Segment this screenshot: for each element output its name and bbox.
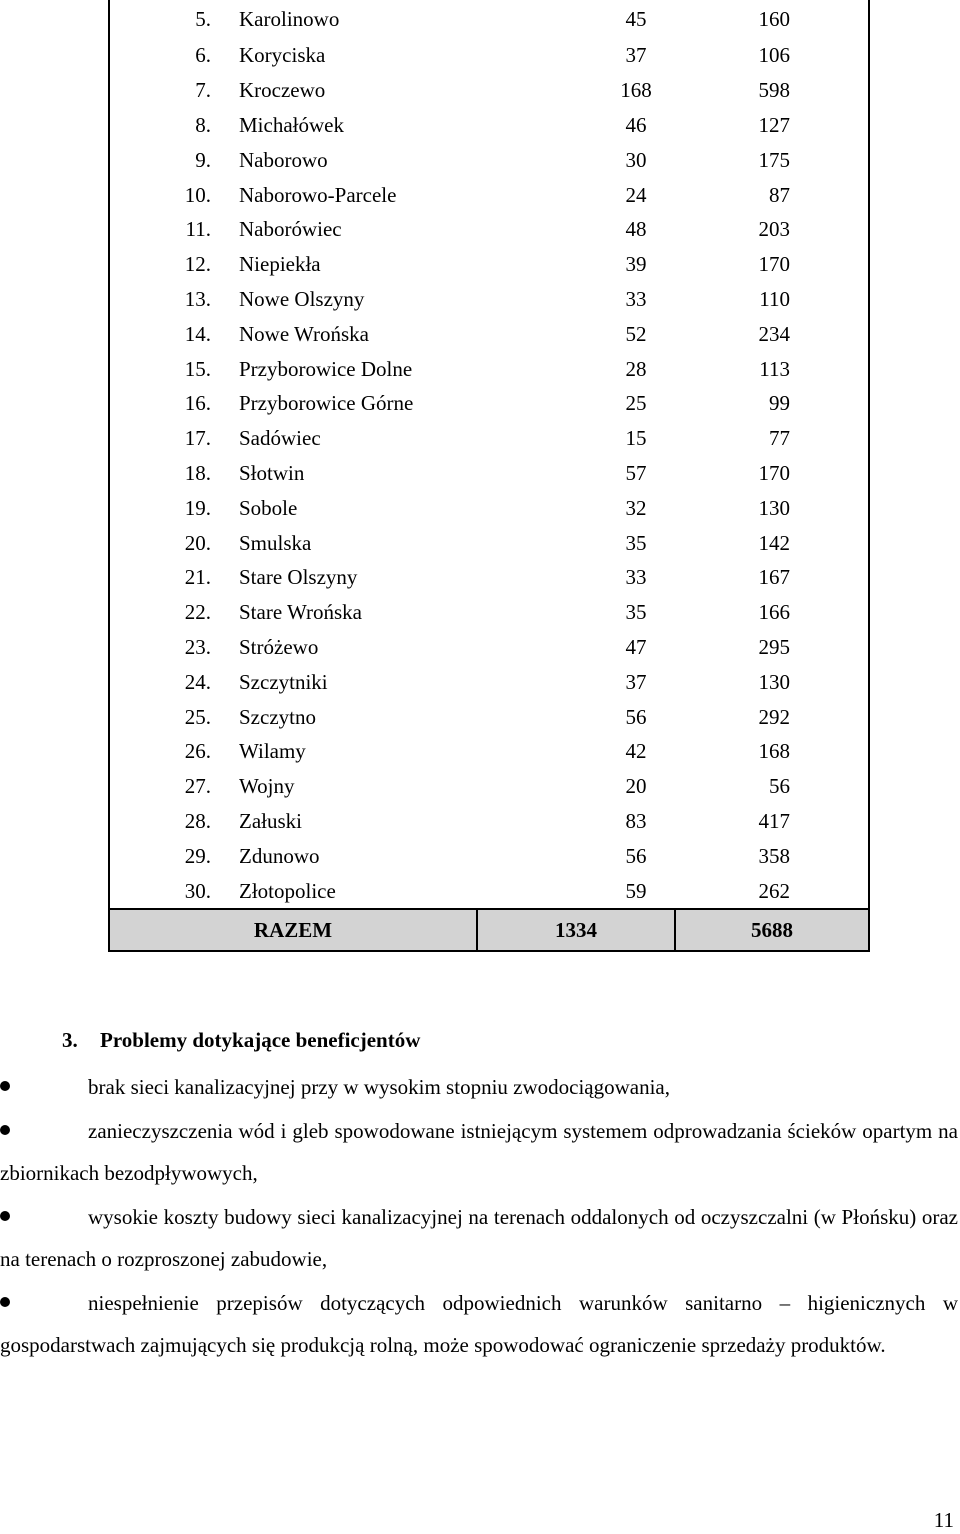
value-a: 30	[625, 147, 647, 172]
problem-lead: brak	[88, 1075, 126, 1099]
village-name: Karolinowo	[239, 7, 340, 31]
value-b: 142	[675, 525, 869, 560]
row-number: 21.	[109, 560, 231, 595]
problem-text: koszty budowy sieci kanalizacyjnej na terenach oddalonych od oczyszczalni (w Płońsku) oraz na terenach o rozproszonej zabudowie,	[0, 1205, 959, 1271]
total-row	[109, 909, 869, 951]
table-row	[109, 456, 869, 491]
village-name: Przyborowice Górne	[239, 391, 414, 416]
row-number: 5.	[109, 0, 231, 38]
villages-table	[108, 0, 870, 952]
row-number: 25.	[109, 699, 231, 734]
village-name: Nowe Olszyny	[239, 286, 365, 311]
value-a: 33	[625, 565, 647, 590]
value-a: 39	[625, 252, 647, 277]
value-b: 113	[675, 351, 869, 386]
row-number: 29.	[109, 838, 231, 873]
row-number: 11.	[109, 212, 231, 247]
village-name: Słotwin	[239, 460, 305, 485]
table-row	[109, 247, 869, 282]
table-row	[109, 142, 869, 177]
value-a: 37	[625, 669, 647, 694]
village-name: Naborowo	[239, 147, 328, 172]
value-b: 130	[675, 664, 869, 699]
value-a: 28	[625, 356, 647, 381]
value-b: 292	[675, 699, 869, 734]
problem-text: przepisów dotyczących odpowiednich warunków sanitarno – higienicznych w gospodarstwach zajmujących się produkcją rolną, może spowodować ograniczenie sprzedaży produktów.	[0, 1291, 959, 1357]
value-b: 170	[675, 456, 869, 491]
value-b: 598	[675, 73, 869, 108]
village-name: Smulska	[239, 530, 312, 555]
table-row	[109, 595, 869, 630]
village-name: Zdunowo	[239, 843, 320, 868]
table-row	[109, 0, 869, 38]
total-label: RAZEM	[109, 909, 477, 951]
table-row	[109, 108, 869, 143]
village-name: Koryciska	[239, 43, 326, 68]
value-b: 166	[675, 595, 869, 630]
row-number: 10.	[109, 177, 231, 212]
table-row	[109, 769, 869, 804]
table-row	[109, 804, 869, 839]
row-number: 23.	[109, 630, 231, 665]
table-body	[109, 0, 869, 909]
row-number: 13.	[109, 282, 231, 317]
value-a: 56	[625, 843, 647, 868]
value-a: 59	[625, 878, 647, 903]
row-number: 17.	[109, 421, 231, 456]
value-b: 106	[675, 38, 869, 73]
value-a: 24	[625, 182, 647, 207]
value-a: 35	[625, 600, 647, 625]
value-b: 417	[675, 804, 869, 839]
village-name: Niepiekła	[239, 252, 321, 277]
row-number: 27.	[109, 769, 231, 804]
section-number: 3.	[62, 1028, 78, 1052]
row-number: 19.	[109, 490, 231, 525]
bullet-icon	[0, 1081, 10, 1091]
table-row	[109, 664, 869, 699]
row-number: 30.	[109, 873, 231, 909]
total-a: 1334	[477, 909, 675, 951]
row-number: 16.	[109, 386, 231, 421]
village-name: Sadówiec	[239, 426, 321, 451]
value-b: 295	[675, 630, 869, 665]
row-number: 15.	[109, 351, 231, 386]
value-a: 48	[625, 217, 647, 242]
bullet-icon	[0, 1211, 10, 1221]
table-row	[109, 560, 869, 595]
village-name: Szczytno	[239, 704, 316, 729]
village-name: Szczytniki	[239, 669, 328, 694]
village-name: Przyborowice Dolne	[239, 356, 413, 381]
row-number: 7.	[109, 73, 231, 108]
value-a: 20	[625, 774, 647, 799]
village-name: Złotopolice	[239, 878, 336, 903]
row-number: 18.	[109, 456, 231, 491]
value-a: 47	[625, 634, 647, 659]
row-number: 8.	[109, 108, 231, 143]
problem-item	[0, 1066, 958, 1108]
row-number: 14.	[109, 316, 231, 351]
row-number: 26.	[109, 734, 231, 769]
table-row	[109, 316, 869, 351]
row-number: 12.	[109, 247, 231, 282]
table-row	[109, 73, 869, 108]
value-b: 358	[675, 838, 869, 873]
village-name: Michałówek	[239, 112, 344, 137]
table-row	[109, 873, 869, 909]
value-b: 77	[675, 421, 869, 456]
value-b: 168	[675, 734, 869, 769]
value-a: 25	[625, 391, 647, 416]
value-b: 127	[675, 108, 869, 143]
bullet-icon	[0, 1297, 10, 1307]
problem-item	[0, 1196, 958, 1280]
section-title: Problemy dotykające beneficjentów	[100, 1028, 421, 1052]
problem-text: sieci kanalizacyjnej przy w wysokim stopniu zwodociągowania,	[130, 1075, 671, 1099]
problem-lead: zanieczyszczenia	[88, 1119, 233, 1143]
value-b: 160	[675, 0, 869, 38]
row-number: 24.	[109, 664, 231, 699]
value-b: 175	[675, 142, 869, 177]
table-row	[109, 38, 869, 73]
page-number: 11	[933, 1508, 954, 1532]
table-row	[109, 699, 869, 734]
value-a: 33	[625, 286, 647, 311]
value-a: 83	[625, 808, 647, 833]
table-row	[109, 421, 869, 456]
value-b: 87	[675, 177, 869, 212]
bullet-icon	[0, 1125, 10, 1135]
total-b: 5688	[675, 909, 869, 951]
village-name: Wojny	[239, 774, 295, 799]
village-name: Sobole	[239, 495, 298, 520]
row-number: 6.	[109, 38, 231, 73]
problem-item	[0, 1110, 958, 1194]
problem-item	[0, 1282, 958, 1366]
village-name: Nowe Wrońska	[239, 321, 369, 346]
village-name: Stare Olszyny	[239, 565, 358, 590]
value-a: 52	[625, 321, 647, 346]
value-b: 130	[675, 490, 869, 525]
table-row	[109, 386, 869, 421]
row-number: 20.	[109, 525, 231, 560]
value-a: 15	[625, 426, 647, 451]
problem-lead: niespełnienie	[88, 1291, 199, 1315]
value-b: 56	[675, 769, 869, 804]
value-a: 57	[625, 460, 647, 485]
problem-lead: wysokie	[88, 1205, 158, 1229]
village-name: Załuski	[239, 808, 302, 833]
value-a: 37	[625, 43, 647, 68]
value-b: 203	[675, 212, 869, 247]
table-row	[109, 490, 869, 525]
value-b: 110	[675, 282, 869, 317]
table-row	[109, 734, 869, 769]
value-a: 46	[625, 112, 647, 137]
value-a: 42	[625, 739, 647, 764]
table-row	[109, 838, 869, 873]
value-b: 170	[675, 247, 869, 282]
village-name: Naborowo-Parcele	[239, 182, 397, 207]
table-row	[109, 630, 869, 665]
row-number: 22.	[109, 595, 231, 630]
value-a: 168	[620, 78, 652, 103]
section-heading	[62, 1028, 420, 1053]
table-row	[109, 351, 869, 386]
value-b: 99	[675, 386, 869, 421]
value-b: 167	[675, 560, 869, 595]
value-a: 35	[625, 530, 647, 555]
village-name: Kroczewo	[239, 78, 326, 103]
village-name: Naborówiec	[239, 217, 342, 242]
value-a: 45	[625, 7, 647, 31]
value-a: 56	[625, 704, 647, 729]
problem-text: wód i gleb spowodowane istniejącym systemem odprowadzania ścieków opartym na zbiornikach bezodpływowych,	[0, 1119, 959, 1185]
row-number: 28.	[109, 804, 231, 839]
value-a: 32	[625, 495, 647, 520]
table-row	[109, 525, 869, 560]
table-row	[109, 212, 869, 247]
village-name: Wilamy	[239, 739, 306, 764]
value-b: 234	[675, 316, 869, 351]
village-name: Stróżewo	[239, 634, 319, 659]
value-b: 262	[675, 873, 869, 909]
table-row	[109, 177, 869, 212]
row-number: 9.	[109, 142, 231, 177]
village-name: Stare Wrońska	[239, 600, 362, 625]
table-row	[109, 282, 869, 317]
